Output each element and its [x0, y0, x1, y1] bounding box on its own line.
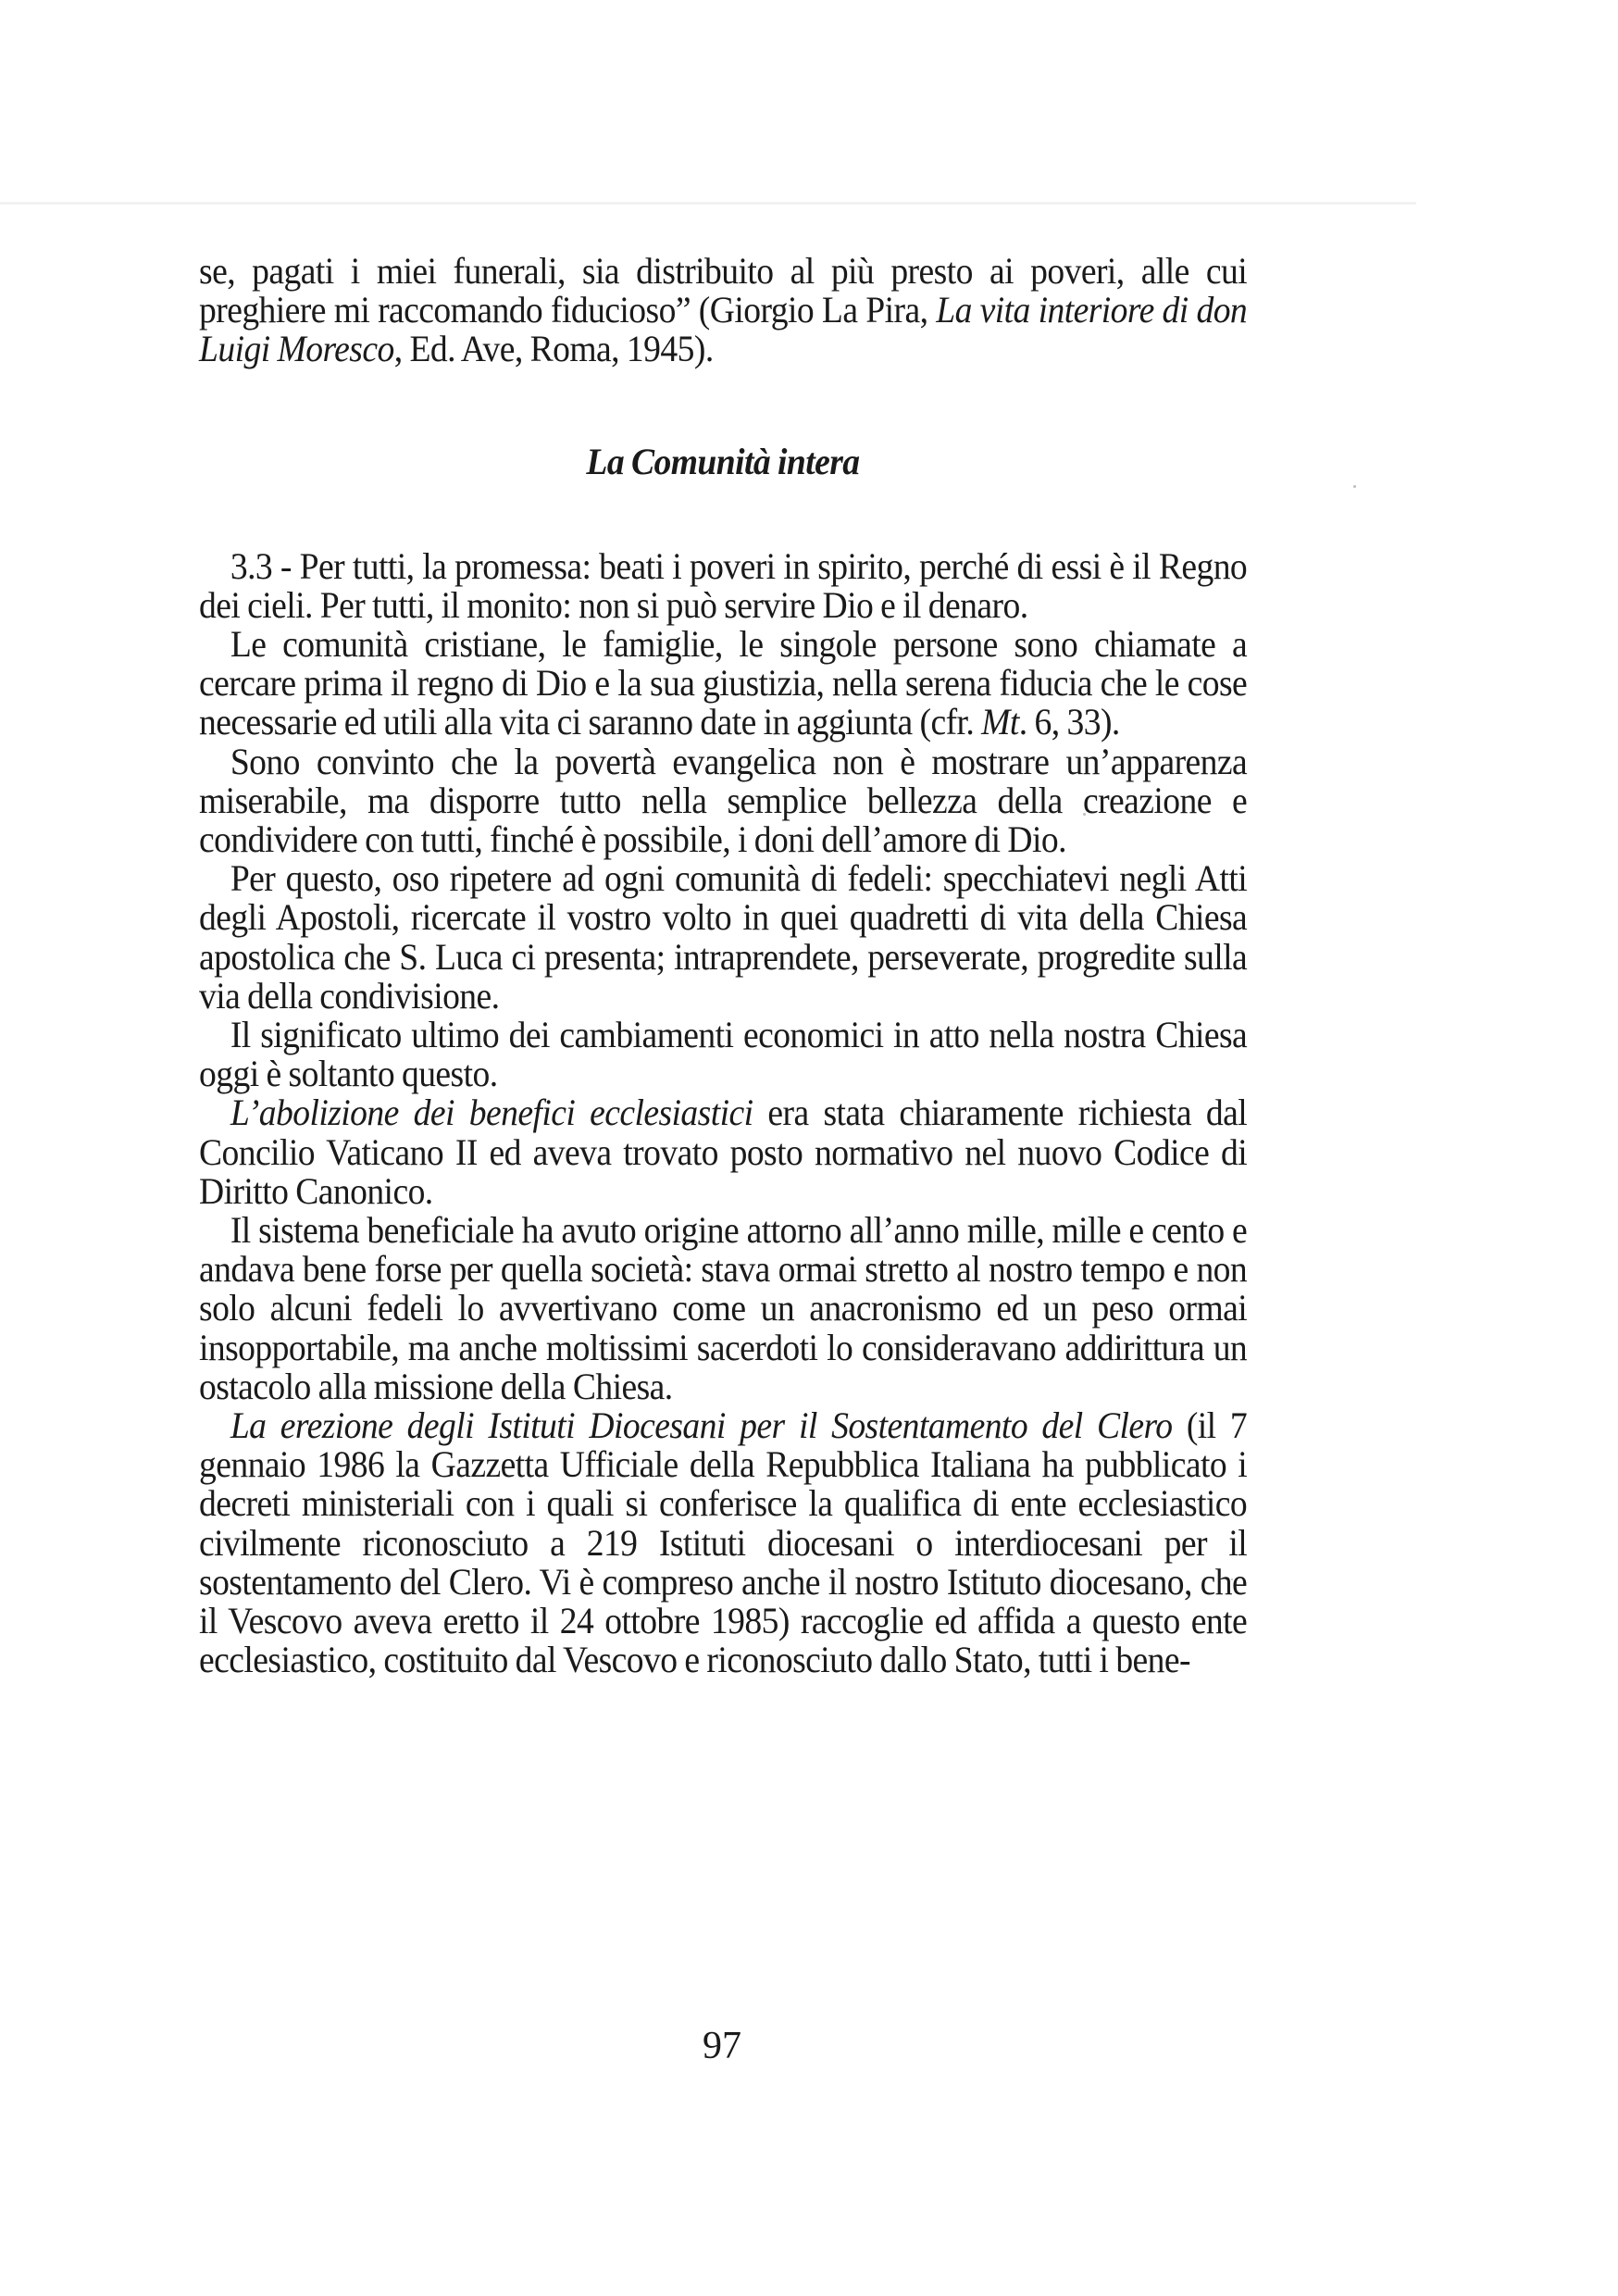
page-number: 97	[703, 2025, 741, 2067]
page-body	[199, 252, 1247, 1680]
paragraph-significato-ultimo: Il significato ultimo dei cambiamenti economici in atto nella nostra Chiesa oggi è soltanto questo.	[199, 1014, 1248, 1095]
paragraph-3-3: 3.3 - Per tutti, la promessa: beati i poveri in spirito, perché di essi è il Regno dei cieli. Per tutti, il monito: non si può servire Dio e il denaro.	[199, 544, 1248, 626]
paragraph-poverta-evangelica: Sono convinto che la povertà evangelica non è mostrare un’apparenza miserabile, ma disporre tutto nella semplice bellezza della creazione e condividere con tutti, finché è possibile, i doni dell’amore di Dio.	[199, 740, 1248, 861]
emphasis-italic: La erezione degli Istituti Diocesani per il Sostentamento del Clero	[230, 1404, 1173, 1447]
text-run: (il 7 gennaio 1986 la Gazzetta Ufficiale della Repubblica Italiana ha pubblicato i decreti ministeriali con i quali si conferisce la qualifica di ente ecclesiastico civilmente riconosciuto a 219 Istituti diocesani o interdiocesani per il sostentamento del Clero. Vi è compreso anche il nostro Istituto diocesano, che il Vescovo aveva eretto il 24 ottobre 1985) raccoglie ed affida a questo ente ecclesiastico, costituito dal Vescovo e riconosciuto dallo Stato, tutti i bene-	[199, 1404, 1248, 1681]
opening-paragraph	[199, 252, 1247, 369]
paragraph-erezione-istituti	[199, 1406, 1247, 1679]
emphasis-italic: L’abolizione dei benefici ecclesiastici	[230, 1092, 753, 1134]
paragraph-sistema-beneficiale: Il sistema beneficiale ha avuto origine attorno all’anno mille, mille e cento e andava bene forse per quella società: stava ormai stretto al nostro tempo e non solo alcuni fedeli lo avvertivano come un anacronismo ed un peso ormai insopportabile, ma anche moltissimi sacerdoti lo consideravano addirittura un ostacolo alla missione della Chiesa.	[199, 1209, 1248, 1407]
text-run: , Ed. Ave, Roma, 1945).	[393, 328, 714, 370]
text-run: se, pagati i miei funerali, sia distribuito al più presto ai poveri, alle cui preghiere mi raccomando fiducioso” (Giorgio La Pira,	[199, 250, 1248, 331]
text-run: . 6, 33).	[1018, 701, 1120, 743]
citation-italic: Mt	[981, 701, 1019, 743]
section-heading: La Comunità intera	[586, 440, 860, 482]
paragraph-abolizione-benefici	[199, 1093, 1247, 1211]
paragraph-per-questo: Per questo, oso ripetere ad ogni comunità di fedeli: specchiatevi negli Atti degli Apostoli, ricercate il vostro volto in quei quadretti di vita della Chiesa apostolica che S. Luca ci presenta; intraprendete, perseverate, progredite sulla via della condivisione.	[199, 857, 1248, 1017]
scan-artifact-line	[0, 202, 1416, 205]
text-run: Le comunità cristiane, le famiglie, le singole persone sono chiamate a cercare prima il regno di Dio e la sua giustizia, nella serena fiducia che le cose necessarie ed utili alla vita ci saranno date in aggiunta (cfr.	[199, 623, 1248, 743]
paragraph-comunita-cristiane	[199, 625, 1247, 742]
book-title-italic: La vita interiore di don Luigi Moresco	[199, 289, 1248, 370]
scan-speck	[1353, 485, 1356, 488]
text-run: era stata chiaramente richiesta dal Concilio Vaticano II ed aveva trovato posto normativo nel nuovo Codice di Diritto Canonico.	[199, 1092, 1248, 1212]
